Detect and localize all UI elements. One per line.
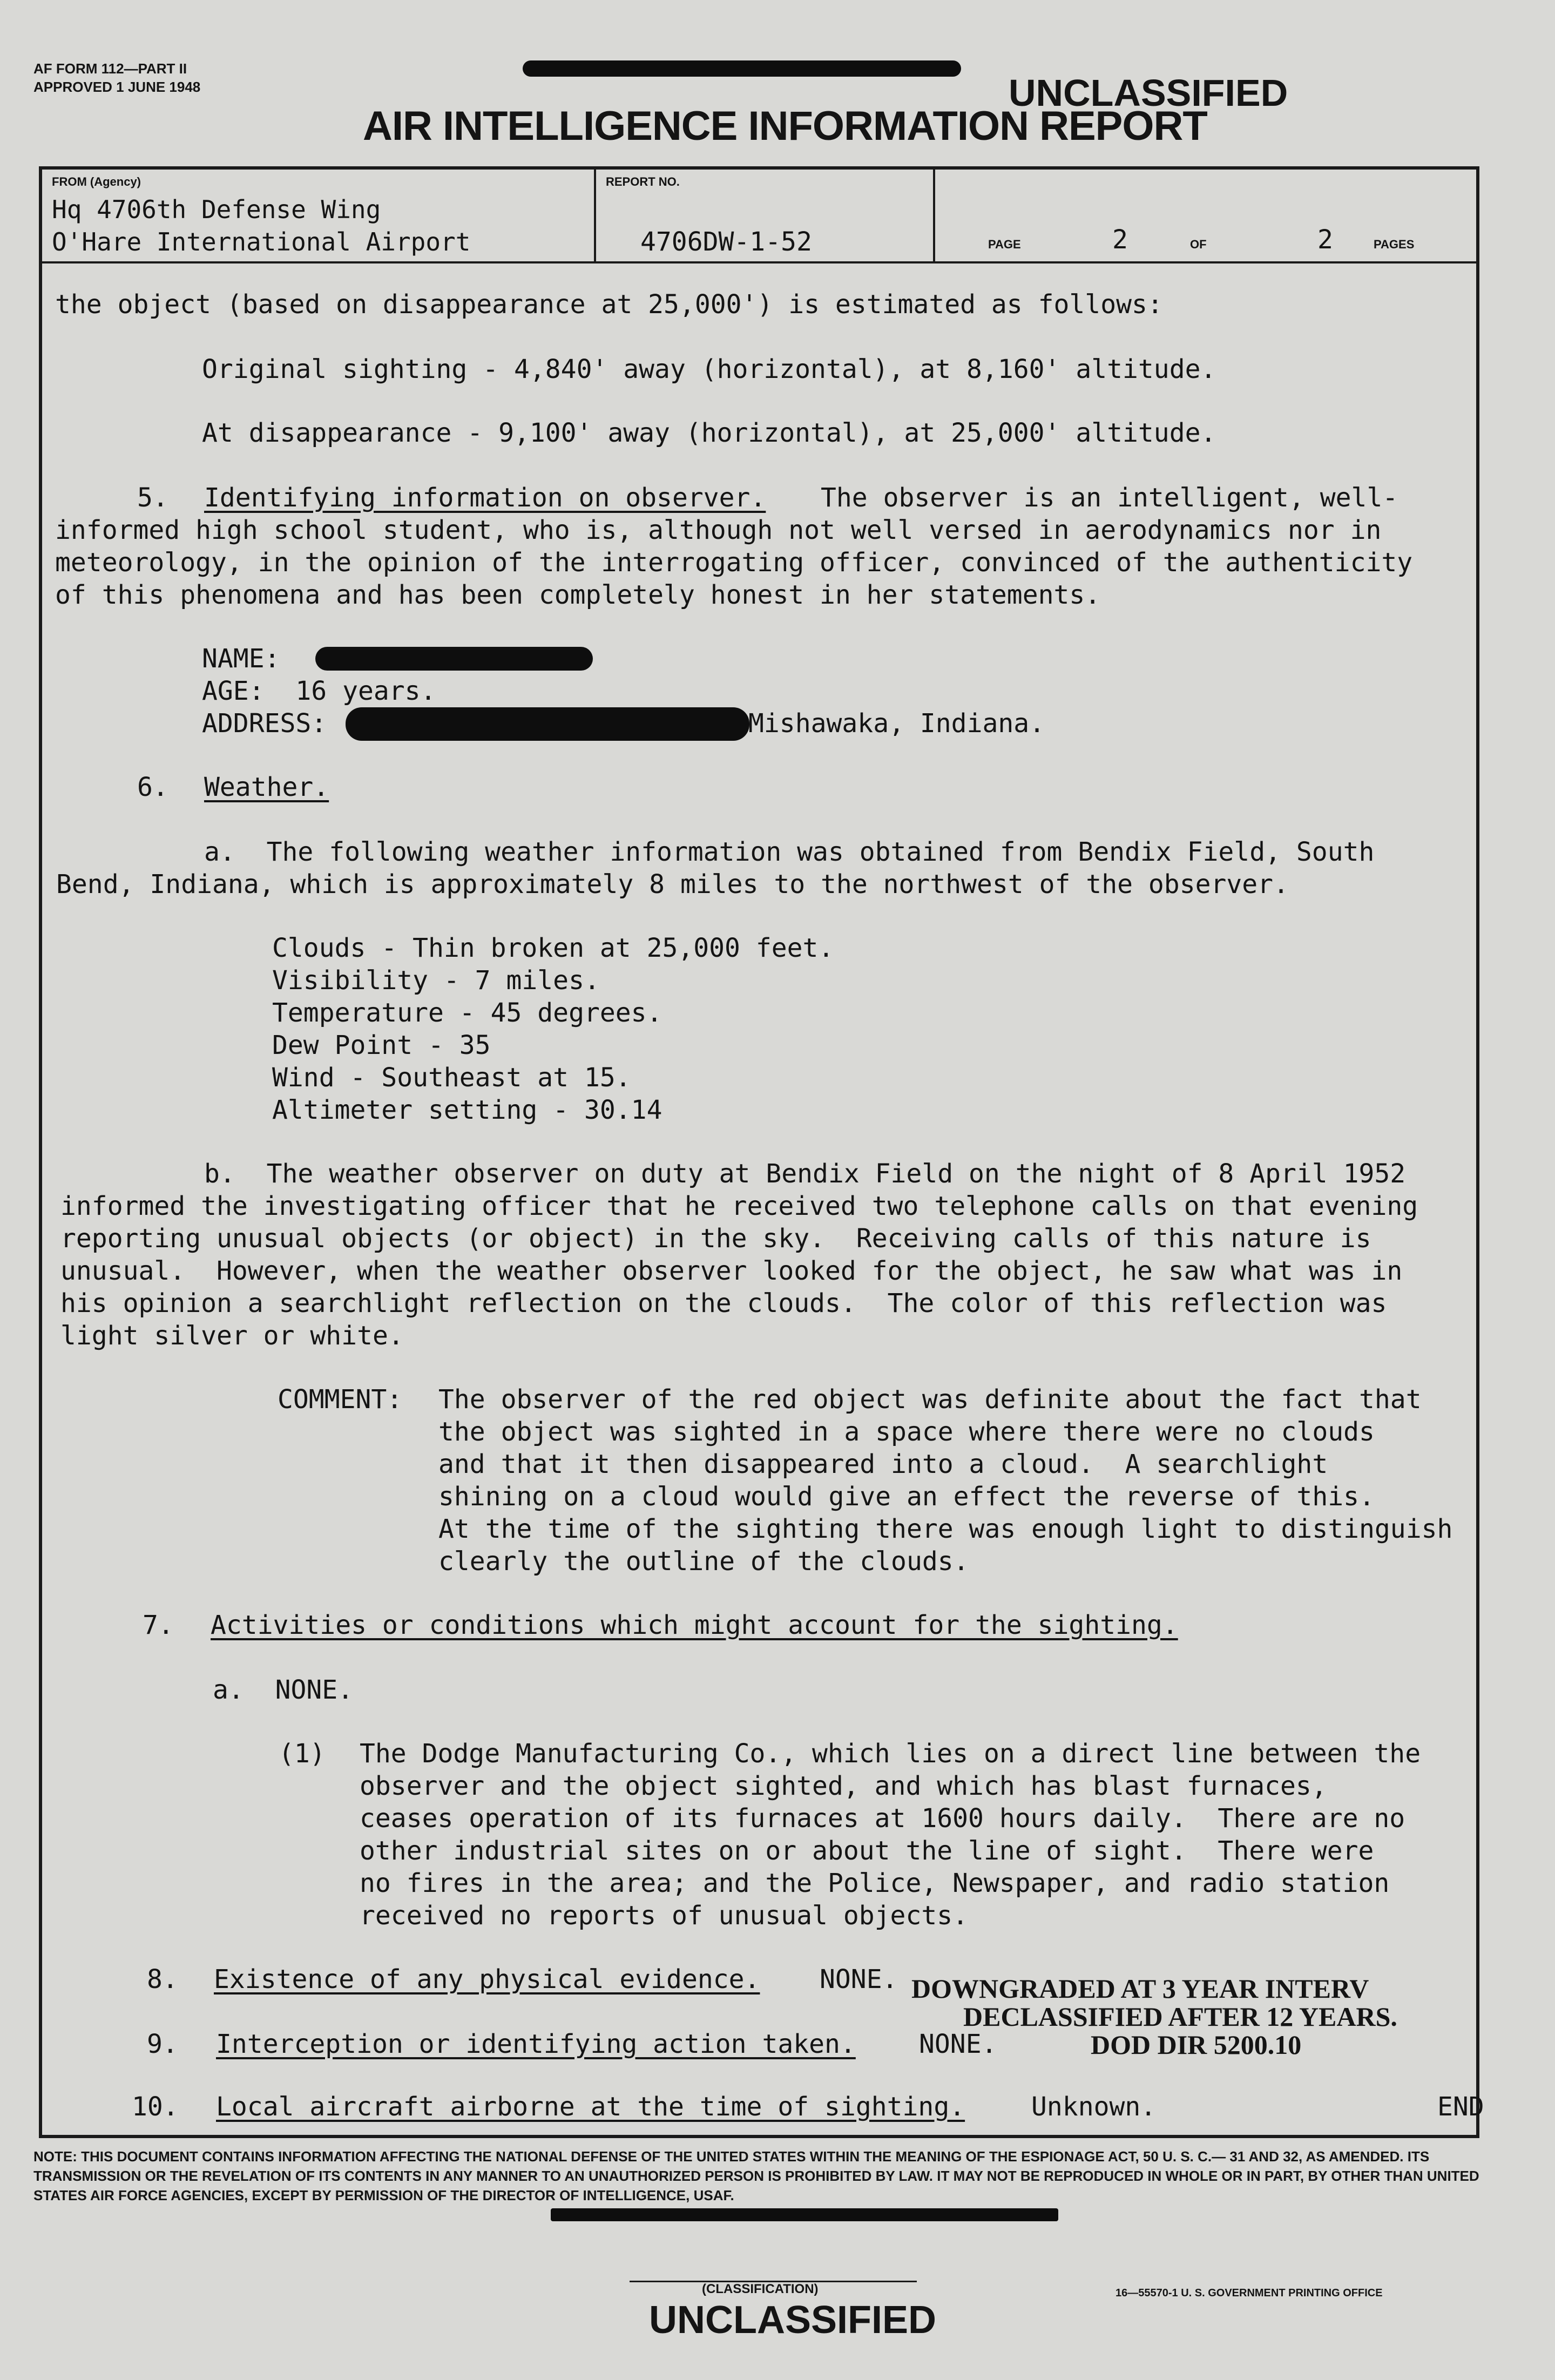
section-7-1-line: received no reports of unusual objects. [360,1901,969,1931]
original-sighting-line: Original sighting - 4,840' away (horizontal), at 8,160' altitude. [202,354,1216,384]
from-label: FROM (Agency) [52,175,141,188]
name-label: NAME: [202,644,280,674]
note-text: THIS DOCUMENT CONTAINS INFORMATION AFFECTING THE NATIONAL DEFENSE OF THE UNITED STATES WITHIN THE MEANING OF THE ESPIONAGE ACT, 50 U. S. C.— 31 AND 32, AS AMENDED. ITS TRANSMISSION OR THE REVELATION OF ITS CONTENTS IN ANY MANNER TO AN UNAUTHORIZED PERSON IS PROHIBITED BY LAW. IT MAY NOT BE REPRODUCED IN WHOLE OR IN PART, BY OTHER THAN UNITED STATES AIR FORCE AGENCIES, EXCEPT BY PERMISSION OF THE DIRECTOR OF INTELLIGENCE, USAF. [33,2148,1479,2203]
section-7-number: 7. [143,1610,174,1640]
page-number: 2 [1112,225,1128,255]
section-5-line-1: The observer is an intelligent, well- [821,483,1398,513]
section-6b-line-6: light silver or white. [60,1321,404,1351]
weather-line: Wind - Southeast at 15. [272,1063,631,1093]
classification-label: (CLASSIFICATION) [702,2282,819,2296]
redaction-bar [523,60,961,77]
weather-line: Temperature - 45 degrees. [272,998,662,1028]
divider [594,170,596,261]
section-10-heading: Local aircraft airborne at the time of sighting. [216,2092,965,2122]
weather-line: Dew Point - 35 [272,1030,491,1060]
classification-bottom: UNCLASSIFIED [649,2298,937,2342]
section-7-1-line: ceases operation of its furnaces at 1600 hours daily. There are no [360,1803,1405,1834]
comment-line: The observer of the red object was definite about the fact that [438,1384,1422,1415]
section-6-number: 6. [137,772,168,802]
address-label: ADDRESS: [202,708,327,739]
section-7-1-line: other industrial sites on or about the line of sight. There were [360,1836,1374,1866]
section-8-value: NONE. [820,1964,898,1994]
section-8-heading: Existence of any physical evidence. [214,1964,760,1994]
section-6a-line-1: a. The following weather information was obtained from Bendix Field, South [204,837,1375,867]
section-7-heading: Activities or conditions which might account for the sighting. [211,1610,1178,1640]
comment-line: the object was sighted in a space where there were no clouds [438,1417,1375,1447]
comment-label: COMMENT: [278,1384,403,1415]
weather-line: Visibility - 7 miles. [272,965,600,996]
section-7-1-line: The Dodge Manufacturing Co., which lies on a direct line between the [360,1739,1421,1769]
pages-total: 2 [1317,225,1333,255]
section-6b-line-2: informed the investigating officer that he received two telephone calls on that evening [60,1191,1418,1221]
report-no: 4706DW-1-52 [640,227,812,257]
name-redaction [315,647,593,671]
section-5-heading: Identifying information on observer. [204,483,766,513]
section-6b-line-4: unusual. However, when the weather observer looked for the object, he saw what was in [60,1256,1403,1286]
comment-line: clearly the outline of the clouds. [438,1546,969,1577]
downgrade-stamp-line-2: DECLASSIFIED AFTER 12 YEARS. [963,2002,1397,2032]
section-10-value: Unknown. [1031,2092,1157,2122]
footer-redaction [551,2208,1058,2221]
espionage-note [33,2147,1513,2205]
printing-office: 16—55570-1 U. S. GOVERNMENT PRINTING OFFICE [1115,2287,1383,2299]
address-redaction [346,707,749,741]
of-label: OF [1190,238,1207,251]
section-5-line-3: meteorology, in the opinion of the interrogating officer, convinced of the authenticity [55,547,1413,578]
downgrade-stamp-line-3: DOD DIR 5200.10 [1091,2030,1302,2060]
page-label: PAGE [988,238,1021,251]
end-mark: END [1437,2092,1484,2122]
divider [42,261,1476,263]
section-5-line-4: of this phenomena and has been completely honest in her statements. [55,580,1101,610]
age-line: AGE: 16 years. [202,676,436,706]
approved-date: APPROVED 1 JUNE 1948 [33,79,201,95]
form-number: AF FORM 112—PART II [33,60,187,77]
section-6-heading: Weather. [204,772,329,802]
section-7-1-line: observer and the object sighted, and which has blast furnaces, [360,1771,1327,1801]
report-no-label: REPORT NO. [606,175,680,188]
address-tail: Mishawaka, Indiana. [748,708,1045,739]
section-7a: a. NONE. [213,1675,354,1705]
section-5-number: 5. [137,483,168,513]
section-6b-line-3: reporting unusual objects (or object) in the sky. Receiving calls of this nature is [60,1223,1371,1254]
section-9-heading: Interception or identifying action taken. [216,2029,856,2059]
note-prefix: NOTE: [33,2148,77,2165]
pages-label: PAGES [1374,238,1415,251]
disappearance-line: At disappearance - 9,100' away (horizontal), at 25,000' altitude. [202,418,1216,448]
section-7-1-number: (1) [279,1739,326,1769]
section-5-line-2: informed high school student, who is, although not well versed in aerodynamics nor in [55,515,1382,545]
report-title: AIR INTELLIGENCE INFORMATION REPORT [363,103,1207,149]
section-7-1-line: no fires in the area; and the Police, Newspaper, and radio station [360,1868,1390,1898]
section-6b-line-5: his opinion a searchlight reflection on the clouds. The color of this reflection was [60,1288,1387,1319]
section-6a-line-2: Bend, Indiana, which is approximately 8 miles to the northwest of the observer. [56,869,1289,900]
section-10-number: 10. [132,2092,179,2122]
section-9-number: 9. [147,2029,178,2059]
downgrade-stamp-line-1: DOWNGRADED AT 3 YEAR INTERV [911,1973,1369,2004]
classification-top: UNCLASSIFIED [1009,72,1288,114]
comment-line: and that it then disappeared into a cloud. A searchlight [438,1449,1328,1479]
from-line-1: Hq 4706th Defense Wing [52,195,381,224]
comment-line: shining on a cloud would give an effect the reverse of this. [438,1482,1375,1512]
comment-line: At the time of the sighting there was enough light to distinguish [438,1514,1453,1544]
from-line-2: O'Hare International Airport [52,227,471,256]
section-6b-line-1: b. The weather observer on duty at Bendix Field on the night of 8 April 1952 [204,1159,1406,1189]
section-8-number: 8. [147,1964,178,1994]
section-9-value: NONE. [919,2029,997,2059]
divider [933,170,935,261]
weather-line: Clouds - Thin broken at 25,000 feet. [272,933,834,963]
weather-line: Altimeter setting - 30.14 [272,1095,662,1125]
intro-line: the object (based on disappearance at 25,000') is estimated as follows: [55,289,1163,320]
